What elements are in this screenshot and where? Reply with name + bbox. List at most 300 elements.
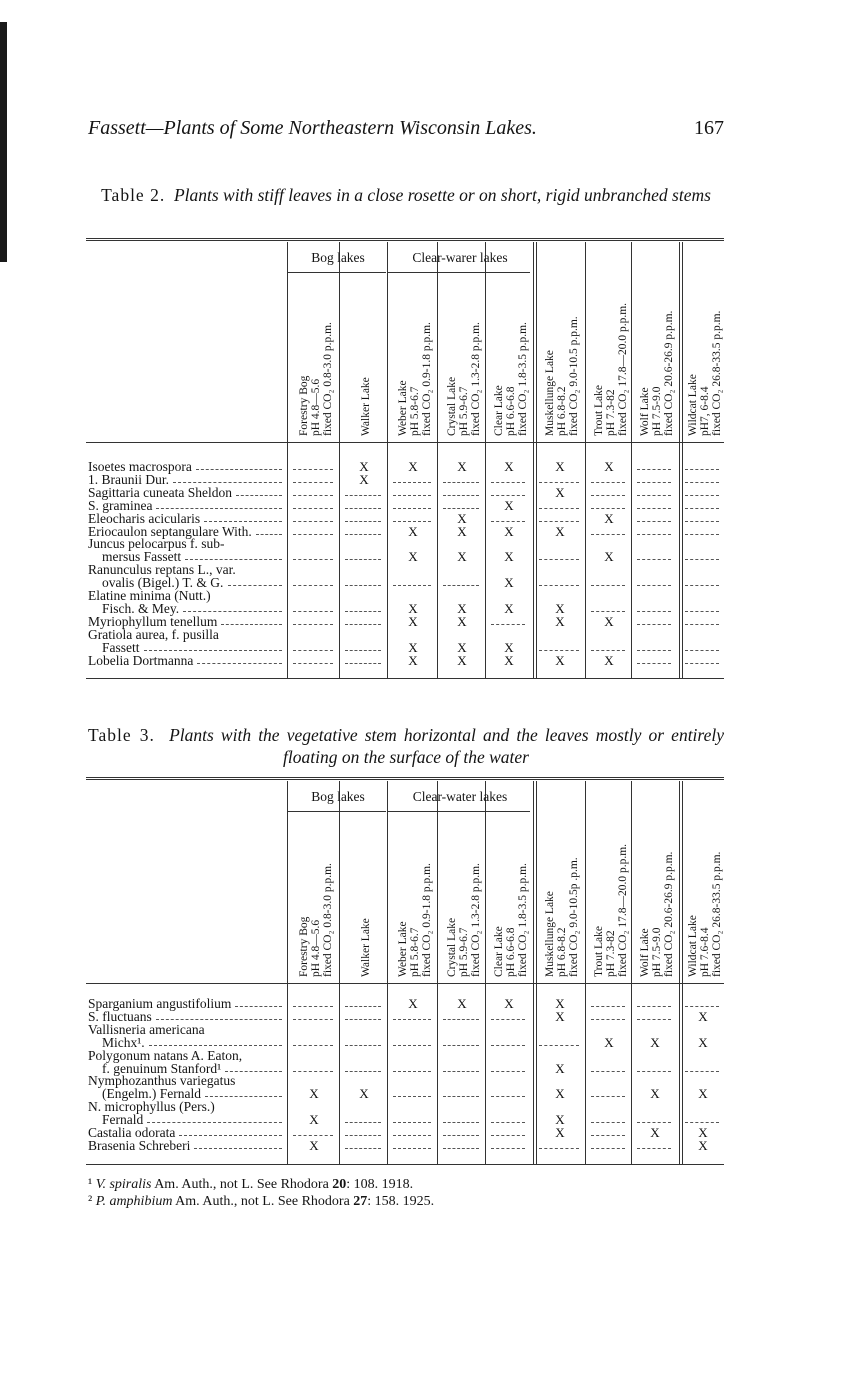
table2-empty-dash bbox=[539, 559, 579, 560]
column-header-line: Muskellunge Lake bbox=[544, 350, 556, 436]
table2-row-leader bbox=[185, 559, 282, 560]
table3-mark-x: X bbox=[309, 1112, 319, 1128]
table2-empty-dash bbox=[345, 624, 381, 625]
table3-empty-dash bbox=[685, 1071, 719, 1072]
column-header-line: fixed CO₂ 0.8-3.0 p.p.m. bbox=[322, 863, 334, 977]
table2-empty-dash bbox=[685, 495, 719, 496]
table2-row-leader bbox=[236, 495, 282, 496]
table3-row-leader bbox=[235, 1006, 282, 1007]
column-header-line: pH 5.9-6.7 bbox=[458, 927, 470, 977]
table2-mark-x: X bbox=[408, 600, 418, 616]
table3-empty-dash bbox=[443, 1071, 479, 1072]
column-header-line: fixed CO₂ 0.9-1.8 p.p.m. bbox=[421, 863, 433, 977]
table2-empty-dash bbox=[293, 482, 333, 483]
table3-col-divider bbox=[339, 781, 340, 1164]
table3-empty-dash bbox=[491, 1071, 525, 1072]
table3-mark-x: X bbox=[504, 996, 514, 1011]
table2-mark-x: X bbox=[457, 652, 467, 668]
scan-edge bbox=[0, 22, 7, 262]
table3-mark-x: X bbox=[359, 1086, 369, 1102]
table3-empty-dash bbox=[591, 1006, 625, 1007]
table3-column-header bbox=[687, 852, 723, 977]
running-header bbox=[88, 117, 724, 140]
row-label-line: Eleocharis acicularis bbox=[88, 510, 201, 526]
table2-group-clear: Clear-warer lakes bbox=[412, 250, 508, 265]
table2-empty-dash bbox=[293, 534, 333, 535]
table2-mark-x: X bbox=[359, 459, 369, 474]
table2-row-leader bbox=[173, 482, 282, 483]
table3-mark-x: X bbox=[309, 1086, 319, 1102]
column-header-line: fixed CO₂ 9.0-10.5p .p.m. bbox=[568, 857, 580, 977]
table3-column-header bbox=[397, 863, 433, 977]
table2-empty-dash bbox=[637, 585, 671, 586]
table3-empty-dash bbox=[443, 1096, 479, 1097]
table3-empty-dash bbox=[293, 1045, 333, 1046]
table3-mark-x: X bbox=[555, 1112, 565, 1128]
table2-empty-dash bbox=[293, 469, 333, 470]
table2-empty-dash bbox=[637, 521, 671, 522]
row-label-line: S. fluctuans bbox=[88, 1008, 152, 1024]
column-header-line: fixed CO₂ 0.9-1.8 p.p.m. bbox=[421, 322, 433, 436]
table3-mark-x: X bbox=[555, 996, 565, 1011]
table3-empty-dash bbox=[293, 1071, 333, 1072]
table2-empty-dash bbox=[443, 482, 479, 483]
table2-empty-dash bbox=[637, 624, 671, 625]
column-header-line: pH 5.8-6.7 bbox=[409, 927, 421, 977]
table3-empty-dash bbox=[637, 1071, 671, 1072]
table2-empty-dash bbox=[491, 521, 525, 522]
table2-group-clear-rule bbox=[387, 272, 530, 273]
table3-empty-dash bbox=[393, 1135, 431, 1136]
table3-empty-dash bbox=[293, 1019, 333, 1020]
table2-mark-x: X bbox=[457, 639, 467, 655]
table3-label: Table 3. bbox=[88, 725, 155, 745]
table2-mark-x: X bbox=[555, 459, 565, 474]
table3-mark-x: X bbox=[555, 1060, 565, 1076]
table3-head-rule bbox=[86, 983, 724, 984]
table2-column-header bbox=[544, 316, 580, 436]
table2-mark-x: X bbox=[604, 510, 614, 526]
table2-mark-x: X bbox=[504, 600, 514, 616]
row-label-line: Fernald bbox=[102, 1112, 144, 1128]
table3-row-leader bbox=[149, 1045, 282, 1046]
table2-empty-dash bbox=[685, 663, 719, 664]
row-label-line: Eriocaulon septangulare With. bbox=[88, 523, 252, 539]
table3-empty-dash bbox=[539, 1148, 579, 1149]
table3-empty-dash bbox=[591, 1122, 625, 1123]
column-header-line: fixed CO₂ 26.8-33.5 p.p.m. bbox=[711, 851, 723, 977]
table2-head-rule bbox=[86, 442, 724, 443]
table3-empty-dash bbox=[637, 1019, 671, 1020]
table3-mark-x: X bbox=[650, 1086, 660, 1102]
table2-caption bbox=[88, 184, 724, 206]
row-label-line: Juncus pelocarpus f. sub- bbox=[88, 536, 225, 552]
table3-empty-dash bbox=[345, 1019, 381, 1020]
table3-row-leader bbox=[156, 1019, 282, 1020]
table2-empty-dash bbox=[393, 521, 431, 522]
table2-empty-dash bbox=[293, 521, 333, 522]
table3-empty-dash bbox=[591, 1096, 625, 1097]
table2-column-header bbox=[360, 377, 372, 436]
table2-column-header bbox=[397, 322, 433, 436]
table3-mark-x: X bbox=[650, 1034, 660, 1050]
column-header-line: fixed CO₂ 1.8-3.5 p.p.m. bbox=[517, 863, 529, 977]
column-header-line: Wildcat Lake bbox=[687, 374, 699, 436]
table3-col-divider bbox=[485, 781, 486, 1164]
column-header-line: Wolf Lake bbox=[639, 387, 651, 436]
row-label-line: mersus Fassett bbox=[102, 549, 182, 565]
table2-column-header bbox=[593, 303, 629, 436]
table3-bottom-rule bbox=[86, 1164, 724, 1165]
table2-mark-x: X bbox=[504, 639, 514, 655]
table3-row-leader bbox=[225, 1071, 282, 1072]
table2-empty-dash bbox=[393, 495, 431, 496]
table2-row-label bbox=[88, 654, 193, 667]
table2-column-header bbox=[446, 322, 482, 436]
table3-empty-dash bbox=[393, 1045, 431, 1046]
table2-bottom-rule bbox=[86, 678, 724, 679]
table2-mark-x: X bbox=[504, 459, 514, 474]
table2-empty-dash bbox=[491, 624, 525, 625]
row-label-line: Castalia odorata bbox=[88, 1125, 176, 1140]
table2-col-divider bbox=[339, 242, 340, 678]
table3-empty-dash bbox=[637, 1006, 671, 1007]
table2-mark-x: X bbox=[408, 549, 418, 565]
row-label-line: Vallisneria americana bbox=[88, 1021, 205, 1037]
column-header-line: fixed CO₂ 17.8—20.0 p.p.m. bbox=[617, 843, 629, 977]
table2-empty-dash bbox=[393, 585, 431, 586]
table2-empty-dash bbox=[345, 534, 381, 535]
running-title: Fassett—Plants of Some Northeastern Wisconsin Lakes. bbox=[88, 117, 537, 139]
table2-mark-x: X bbox=[457, 613, 467, 629]
table2-column-header bbox=[687, 311, 723, 436]
table2-col-divider bbox=[437, 242, 438, 678]
table2-row-leader bbox=[228, 585, 282, 586]
table3-empty-dash bbox=[685, 1122, 719, 1123]
footnote-1: ¹ V. spiralis Am. Auth., not L. See Rhodora 20: 108. 1918. bbox=[88, 1177, 414, 1192]
table3-empty-dash bbox=[345, 1148, 381, 1149]
table2-mark-x: X bbox=[504, 497, 514, 513]
row-label-line: Myriophyllum tenellum bbox=[88, 613, 218, 629]
table2-mark-x: X bbox=[604, 459, 614, 474]
table2-empty-dash bbox=[345, 663, 381, 664]
table2-empty-dash bbox=[637, 469, 671, 470]
table2-empty-dash bbox=[591, 611, 625, 612]
row-label-line: f. genuinum Stanford¹ bbox=[102, 1060, 222, 1076]
table3-empty-dash bbox=[345, 1045, 381, 1046]
table3-mark-x: X bbox=[698, 1125, 708, 1140]
table2-empty-dash bbox=[345, 508, 381, 509]
table2-empty-dash bbox=[345, 559, 381, 560]
table3-empty-dash bbox=[393, 1148, 431, 1149]
table2-empty-dash bbox=[591, 650, 625, 651]
table3-empty-dash bbox=[539, 1045, 579, 1046]
column-header-line: pH 7.5-9.0 bbox=[651, 386, 663, 436]
page-number: 167 bbox=[694, 117, 724, 139]
column-header-line: pH 6.8-8.2 bbox=[556, 386, 568, 436]
row-label-line: Fassett bbox=[102, 639, 140, 655]
table2-mark-x: X bbox=[555, 523, 565, 539]
column-header-line: fixed CO₂ 1.8-3.5 p.p.m. bbox=[517, 322, 529, 436]
table2-empty-dash bbox=[637, 482, 671, 483]
table2-empty-dash bbox=[539, 521, 579, 522]
table3-mark-x: X bbox=[698, 1008, 708, 1024]
table3-empty-dash bbox=[491, 1148, 525, 1149]
table2-empty-dash bbox=[293, 495, 333, 496]
table3-mark-x: X bbox=[698, 1034, 708, 1050]
row-label-line: Elatine minima (Nutt.) bbox=[88, 588, 211, 603]
table2-empty-dash bbox=[637, 611, 671, 612]
table3-mark-x: X bbox=[698, 1137, 708, 1153]
column-header-line: pH 6.8-8.2 bbox=[556, 927, 568, 977]
table3-col-divider bbox=[533, 781, 537, 1164]
column-header-line: Forestry Bog bbox=[298, 375, 310, 436]
table3-empty-dash bbox=[443, 1019, 479, 1020]
column-header-line: Walker Lake bbox=[360, 918, 372, 977]
table2-col-divider bbox=[631, 242, 632, 678]
column-header-line: pH7, 6-8.4 bbox=[699, 386, 711, 436]
table3-mark-x: X bbox=[555, 1086, 565, 1102]
table3-empty-dash bbox=[591, 1071, 625, 1072]
footnote-2: ² P. amphibium Am. Auth., not L. See Rhodora 27: 158. 1925. bbox=[88, 1194, 435, 1209]
table2-empty-dash bbox=[491, 482, 525, 483]
table2-empty-dash bbox=[685, 650, 719, 651]
row-label-line: (Engelm.) Fernald bbox=[102, 1086, 201, 1102]
table3-mark-x: X bbox=[604, 1034, 614, 1050]
column-header-line: pH 4.8—5.6 bbox=[310, 919, 322, 977]
table2-empty-dash bbox=[539, 508, 579, 509]
table2-empty-dash bbox=[345, 650, 381, 651]
table3-empty-dash bbox=[293, 1006, 333, 1007]
table2-empty-dash bbox=[685, 482, 719, 483]
column-header-line: Trout Lake bbox=[593, 384, 605, 436]
table2-empty-dash bbox=[293, 611, 333, 612]
table2-col-divider bbox=[387, 242, 388, 678]
table2-mark-x: X bbox=[408, 523, 418, 539]
table2-mark-x: X bbox=[504, 575, 514, 591]
table2-mark-x: X bbox=[555, 613, 565, 629]
row-label-line: ovalis (Bigel.) T. & G. bbox=[102, 575, 224, 591]
table3-empty-dash bbox=[293, 1135, 333, 1136]
table3-column-header bbox=[360, 918, 372, 977]
table2-row-leader bbox=[204, 521, 282, 522]
table2-mark-x: X bbox=[555, 484, 565, 500]
table2-empty-dash bbox=[591, 482, 625, 483]
table2-empty-dash bbox=[443, 508, 479, 509]
table3-mark-x: X bbox=[555, 1008, 565, 1024]
row-label-line: Sagittaria cuneata Sheldon bbox=[88, 484, 232, 500]
table2-empty-dash bbox=[293, 663, 333, 664]
row-label-line: Polygonum natans A. Eaton, bbox=[88, 1047, 243, 1063]
table3-mark-x: X bbox=[555, 1125, 565, 1140]
table2-empty-dash bbox=[685, 585, 719, 586]
table3-empty-dash bbox=[443, 1045, 479, 1046]
row-label-line: Brasenia Schreberi bbox=[88, 1137, 191, 1153]
table2-empty-dash bbox=[293, 559, 333, 560]
table2-mark-x: X bbox=[604, 549, 614, 565]
table2-mark-x: X bbox=[504, 652, 514, 668]
column-header-line: Muskellunge Lake bbox=[544, 891, 556, 977]
row-label-line: Sparganium angustifolium bbox=[88, 996, 232, 1011]
column-header-line: pH 7.5-9.0 bbox=[651, 927, 663, 977]
table2-mark-x: X bbox=[555, 652, 565, 668]
table2-empty-dash bbox=[637, 534, 671, 535]
table2-empty-dash bbox=[293, 508, 333, 509]
table2-col-divider bbox=[585, 242, 586, 678]
column-header-line: pH 6.6-6.8 bbox=[505, 927, 517, 977]
column-header-line: Walker Lake bbox=[360, 377, 372, 436]
table2-col-divider bbox=[485, 242, 486, 678]
table2-empty-dash bbox=[685, 469, 719, 470]
row-label-line: Lobelia Dortmanna bbox=[88, 652, 194, 668]
table3-mark-x: X bbox=[408, 996, 418, 1011]
table2-empty-dash bbox=[539, 585, 579, 586]
table2-mark-x: X bbox=[504, 523, 514, 539]
table3-group-clear: Clear-water lakes bbox=[412, 789, 508, 804]
table2-col-divider bbox=[287, 242, 288, 678]
column-header-line: fixed CO₂ 9.0-10.5 p.p.m. bbox=[568, 316, 580, 436]
table2-empty-dash bbox=[591, 495, 625, 496]
footnotes bbox=[88, 1176, 434, 1210]
table3-empty-dash bbox=[491, 1096, 525, 1097]
table3-empty-dash bbox=[345, 1071, 381, 1072]
column-header-line: fixed CO₂ 17.8—20.0 p.p.m. bbox=[617, 302, 629, 436]
table2-empty-dash bbox=[443, 585, 479, 586]
table2-row-leader bbox=[197, 663, 282, 664]
table2-empty-dash bbox=[637, 559, 671, 560]
table2-empty-dash bbox=[345, 611, 381, 612]
table3-column-header bbox=[639, 852, 675, 977]
column-header-line: pH 7.3-82 bbox=[605, 930, 617, 977]
table2-mark-x: X bbox=[457, 459, 467, 474]
table3-top-rule bbox=[86, 777, 724, 783]
table2-empty-dash bbox=[345, 585, 381, 586]
table2-empty-dash bbox=[685, 624, 719, 625]
table2-mark-x: X bbox=[604, 652, 614, 668]
table3-empty-dash bbox=[591, 1019, 625, 1020]
table2-top-rule bbox=[86, 238, 724, 244]
column-header-line: Crystal Lake bbox=[446, 917, 458, 977]
table3-mark-x: X bbox=[309, 1137, 319, 1153]
table3-empty-dash bbox=[345, 1006, 381, 1007]
table2-mark-x: X bbox=[408, 459, 418, 474]
table2-empty-dash bbox=[443, 495, 479, 496]
table3-column-header bbox=[593, 844, 629, 977]
column-header-line: fixed CO₂ 20.6-26.9 p.p.m. bbox=[663, 310, 675, 436]
row-label-line: S. graminea bbox=[88, 497, 153, 513]
table3-empty-dash bbox=[393, 1122, 431, 1123]
table3-group-bog-rule bbox=[287, 811, 386, 812]
table3-empty-dash bbox=[443, 1122, 479, 1123]
column-header-line: fixed CO₂ 1.3-2.8 p.p.m. bbox=[470, 863, 482, 977]
table2-empty-dash bbox=[685, 534, 719, 535]
table2-empty-dash bbox=[345, 495, 381, 496]
table2-column-header bbox=[493, 322, 529, 436]
table3-caption-text: Plants with the vegetative stem horizontal and the leaves mostly or entirely floating on the surface of the water bbox=[169, 725, 724, 767]
table2-mark-x: X bbox=[408, 652, 418, 668]
column-header-line: fixed CO₂ 0.8-3.0 p.p.m. bbox=[322, 322, 334, 436]
table3-group-clear-rule bbox=[387, 811, 530, 812]
table2-empty-dash bbox=[591, 585, 625, 586]
table2-empty-dash bbox=[685, 521, 719, 522]
table2-empty-dash bbox=[591, 508, 625, 509]
table3-mark-x: X bbox=[457, 996, 467, 1011]
table2-group-bog-rule bbox=[287, 272, 386, 273]
column-header-line: Clear Lake bbox=[493, 926, 505, 977]
table3-empty-dash bbox=[345, 1122, 381, 1123]
table3-empty-dash bbox=[591, 1148, 625, 1149]
column-header-line: pH 7.3-82 bbox=[605, 389, 617, 436]
table2-empty-dash bbox=[345, 521, 381, 522]
row-label-line: Fisch. & Mey. bbox=[102, 601, 180, 616]
row-label-line: Nymphozanthus variegatus bbox=[88, 1073, 236, 1089]
table2-group-bog: Bog lakes bbox=[311, 250, 365, 265]
table2-mark-x: X bbox=[457, 510, 467, 526]
column-header-line: pH 5.9-6.7 bbox=[458, 386, 470, 436]
column-header-line: Weber Lake bbox=[397, 921, 409, 977]
table2-label: Table 2. bbox=[101, 185, 166, 205]
table3-row-label bbox=[88, 1139, 190, 1152]
table2-mark-x: X bbox=[504, 549, 514, 565]
table2-empty-dash bbox=[685, 508, 719, 509]
table2-empty-dash bbox=[393, 508, 431, 509]
table2-mark-x: X bbox=[457, 600, 467, 616]
table2-empty-dash bbox=[685, 559, 719, 560]
column-header-line: Clear Lake bbox=[493, 385, 505, 436]
table2-empty-dash bbox=[293, 585, 333, 586]
table3-empty-dash bbox=[637, 1148, 671, 1149]
table3-empty-dash bbox=[491, 1045, 525, 1046]
table2-mark-x: X bbox=[457, 523, 467, 539]
table3-empty-dash bbox=[443, 1135, 479, 1136]
table3-empty-dash bbox=[685, 1006, 719, 1007]
column-header-line: Wolf Lake bbox=[639, 928, 651, 977]
row-label-line: N. microphyllus (Pers.) bbox=[88, 1099, 215, 1115]
column-header-line: pH 5.8-6.7 bbox=[409, 386, 421, 436]
table2-empty-dash bbox=[637, 508, 671, 509]
table2-column-header bbox=[298, 322, 334, 436]
column-header-line: fixed CO₂ 26.8-33.5 p.p.m. bbox=[711, 310, 723, 436]
table3-column-header bbox=[544, 857, 580, 977]
table2-empty-dash bbox=[393, 482, 431, 483]
table2-empty-dash bbox=[685, 611, 719, 612]
table2-row-leader bbox=[221, 624, 282, 625]
table3-empty-dash bbox=[393, 1071, 431, 1072]
table2-empty-dash bbox=[539, 482, 579, 483]
table3-row-label bbox=[88, 1049, 242, 1075]
table3-empty-dash bbox=[491, 1122, 525, 1123]
column-header-line: Weber Lake bbox=[397, 380, 409, 436]
table2-empty-dash bbox=[591, 534, 625, 535]
table2-mark-x: X bbox=[555, 600, 565, 616]
table3-empty-dash bbox=[591, 1135, 625, 1136]
table2-empty-dash bbox=[637, 495, 671, 496]
table3-col-divider bbox=[287, 781, 288, 1164]
table2-mark-x: X bbox=[408, 639, 418, 655]
table3-col-divider bbox=[437, 781, 438, 1164]
table2-row-leader bbox=[183, 611, 282, 612]
column-header-line: Crystal Lake bbox=[446, 376, 458, 436]
table3-mark-x: X bbox=[698, 1086, 708, 1102]
table3-column-header bbox=[446, 863, 482, 977]
table2-row-leader bbox=[256, 534, 282, 535]
table2-mark-x: X bbox=[604, 613, 614, 629]
table2-row-leader bbox=[144, 650, 282, 651]
table3-caption bbox=[88, 724, 724, 768]
table3-column-header bbox=[493, 863, 529, 977]
row-label-line: Ranunculus reptans L., var. bbox=[88, 562, 236, 578]
table2-empty-dash bbox=[491, 495, 525, 496]
